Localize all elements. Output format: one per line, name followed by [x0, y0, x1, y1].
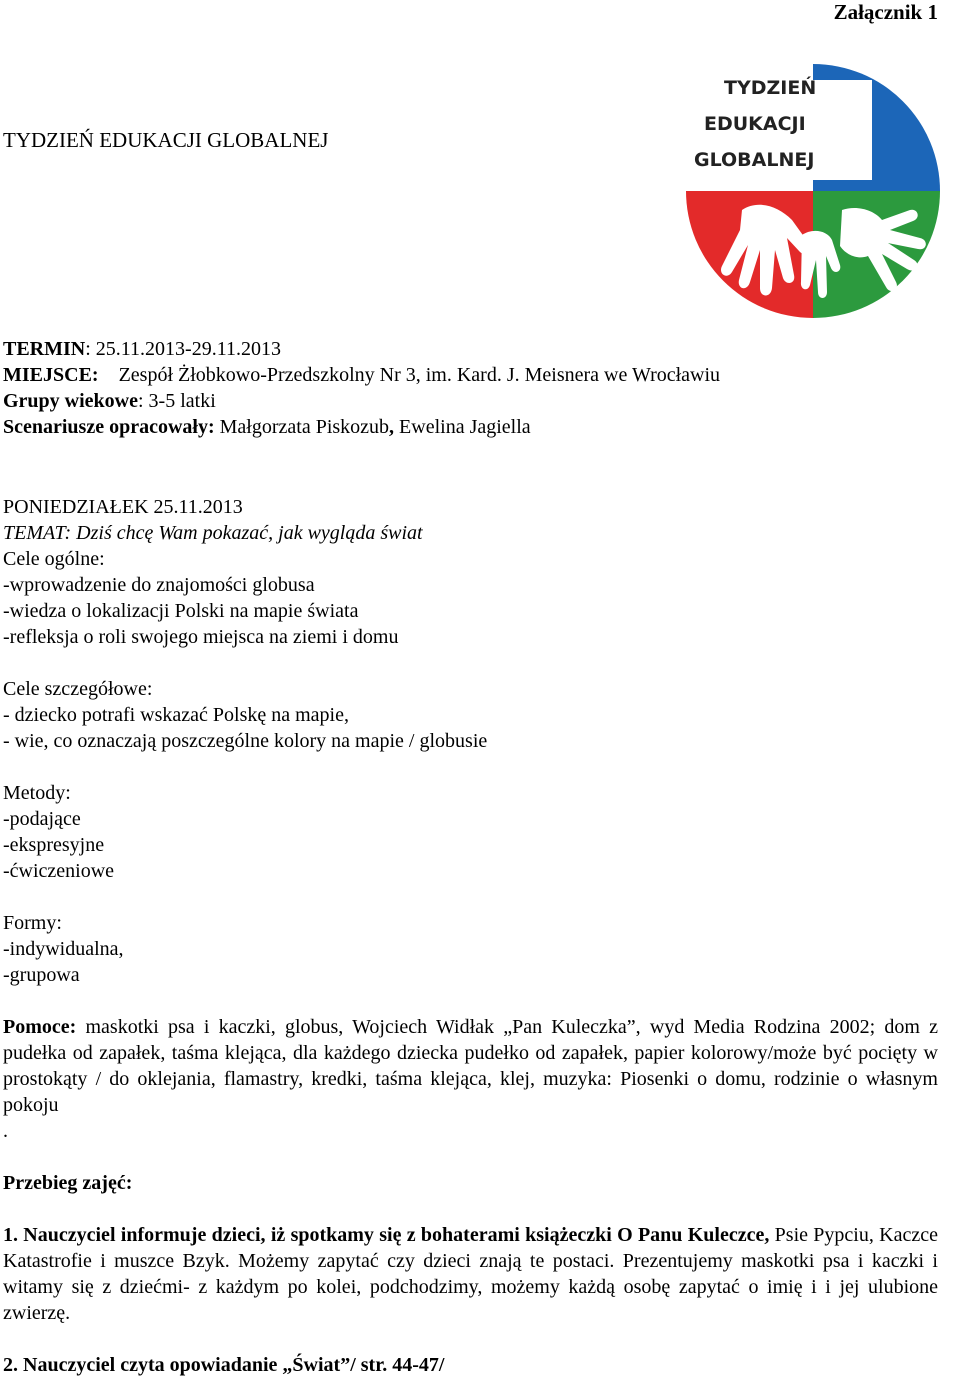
- general-goal-item: -wprowadzenie do znajomości globusa: [3, 574, 315, 596]
- global-education-week-logo: [682, 60, 944, 322]
- general-goal-item: -refleksja o roli swojego miejsca na ziemi i domu: [3, 626, 399, 648]
- form-item: -indywidualna,: [3, 938, 124, 960]
- aids-label: Pomoce:: [3, 1016, 77, 1038]
- scenariusze-line: [3, 414, 531, 440]
- detailed-goals-label: Cele szczegółowe:: [3, 678, 153, 700]
- detailed-goal-item: - wie, co oznaczają poszczególne kolory na mapie / globusie: [3, 730, 488, 752]
- course-label: Przebieg zajęć:: [3, 1172, 133, 1194]
- document-title: TYDZIEŃ EDUKACJI GLOBALNEJ: [3, 128, 329, 152]
- scenariusze-label: Scenariusze opracowały:: [3, 416, 215, 438]
- scenariusze-comma: ,: [389, 416, 395, 438]
- form-item: -grupowa: [3, 964, 80, 986]
- step-1-text: Psie Pypciu, Kaczce Katastrofie i muszce Bzyk. Możemy zapytać czy dzieci znają te postaci. Prezentujemy maskotki psa i kaczki i witamy się z dziećmi- z każdym po kolei, podchodzimy, możemy każdą osobę zapytać o imię i i jej ulubione zwierzę.: [3, 1224, 938, 1324]
- logo-line1: TYDZIEŃ: [724, 77, 817, 99]
- topic: TEMAT: Dziś chcę Wam pokazać, jak wygląda świat: [3, 522, 423, 544]
- method-item: -podające: [3, 808, 81, 830]
- termin-value: : 25.11.2013-29.11.2013: [85, 338, 281, 360]
- termin-label: TERMIN: [3, 338, 86, 360]
- attachment-label: Załącznik 1: [833, 0, 938, 24]
- day-heading: PONIEDZIAŁEK 25.11.2013: [3, 496, 243, 518]
- scenariusze-value2: Ewelina Jagiella: [399, 416, 531, 438]
- detailed-goal-item: - dziecko potrafi wskazać Polskę na mapie,: [3, 704, 349, 726]
- logo-line2: EDUKACJI: [704, 113, 806, 135]
- forms-label: Formy:: [3, 912, 62, 934]
- grupy-label: Grupy wiekowe: [3, 390, 138, 412]
- grupy-value: : 3-5 latki: [138, 390, 216, 412]
- termin-line: [3, 336, 281, 362]
- step-1-title: 1. Nauczyciel informuje dzieci, iż spotkamy się z bohaterami książeczki O Panu Kuleczce,: [3, 1224, 770, 1246]
- aids-text: maskotki psa i kaczki, globus, Wojciech Widłak „Pan Kuleczka”, wyd Media Rodzina 2002; dom z pudełka od zapałek, taśma klejąca, dla każdego dziecka pudełko od zapałek, papier kolorowy/może być pocięty w prostokąty / do oklejania, flamastry, kredki, taśma klejąca, klej, muzyka: Piosenki o domu, rodzinie o własnym pokoju: [3, 1016, 938, 1116]
- methods-label: Metody:: [3, 782, 71, 804]
- miejsce-value: Zespół Żłobkowo-Przedszkolny Nr 3, im. Kard. J. Meisnera we Wrocławiu: [118, 364, 721, 386]
- miejsce-label: MIEJSCE:: [3, 364, 99, 386]
- method-item: -ćwiczeniowe: [3, 860, 115, 882]
- grupy-line: [3, 388, 216, 414]
- miejsce-line: [3, 362, 720, 388]
- general-goal-item: -wiedza o lokalizacji Polski na mapie świata: [3, 600, 359, 622]
- aids-paragraph: [3, 1014, 938, 1118]
- method-item: -ekspresyjne: [3, 834, 105, 856]
- scenariusze-value: Małgorzata Piskozub: [219, 416, 390, 438]
- general-goals-label: Cele ogólne:: [3, 548, 105, 570]
- step-1-paragraph: [3, 1222, 938, 1326]
- logo-line3: GLOBALNEJ: [694, 149, 815, 171]
- aids-dot: .: [3, 1120, 8, 1142]
- step-2: 2. Nauczyciel czyta opowiadanie „Świat”/ str. 44-47/: [3, 1354, 445, 1376]
